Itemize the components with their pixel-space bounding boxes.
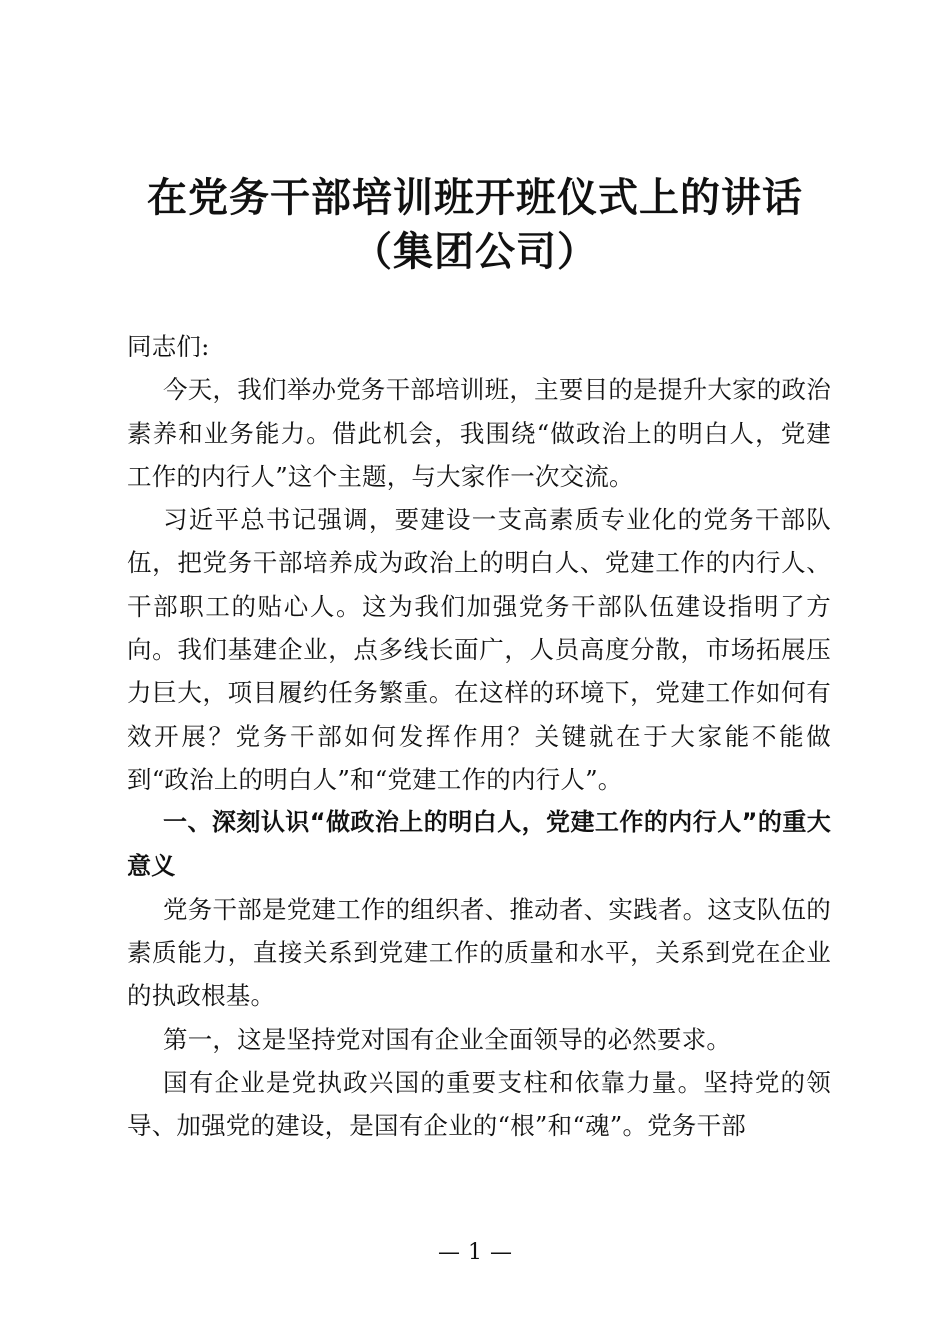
document-title-line2: （集团公司） <box>352 229 598 275</box>
document-body <box>127 325 831 1148</box>
paragraph-point-1: 第一，这是坚持党对国有企业全面领导的必然要求。 <box>163 1024 732 1054</box>
paragraph-point-1-detail: 国有企业是党执政兴国的重要支柱和依靠力量。坚持党的领导、加强党的建设，是国有企业的“根”和“魂”。党务干部 <box>127 1068 831 1141</box>
paragraph-context: 习近平总书记强调，要建设一支高素质专业化的党务干部队伍，把党务干部培养成为政治上的明白人、党建工作的内行人、干部职工的贴心人。这为我们加强党务干部队伍建设指明了方向。我们基建企业，点多线长面广，人员高度分散，市场拓展压力巨大，项目履约任务繁重。在这样的环境下，党建工作如何有效开展？党务干部如何发挥作用？关键就在于大家能不能做到“政治上的明白人”和“党建工作的内行人”。 <box>127 505 831 794</box>
page-footer <box>0 1238 950 1268</box>
footer-dash-right: — <box>490 1240 512 1265</box>
salutation: 同志们: <box>127 332 210 361</box>
paragraph-opening: 今天，我们举办党务干部培训班，主要目的是提升大家的政治素养和业务能力。借此机会，我围绕“做政治上的明白人，党建工作的内行人”这个主题，与大家作一次交流。 <box>127 375 831 491</box>
section-heading-1: 一、深刻认识“做政治上的明白人，党建工作的内行人”的重大意义 <box>127 808 831 880</box>
page-number: 1 <box>468 1240 482 1265</box>
paragraph-section-intro: 党务干部是党建工作的组织者、推动者、实践者。这支队伍的素质能力，直接关系到党建工作的质量和水平，关系到党在企业的执政根基。 <box>127 894 831 1011</box>
footer-dash-left: — <box>438 1240 460 1265</box>
document-title-line1: 在党务干部培训班开班仪式上的讲话 <box>147 175 803 221</box>
